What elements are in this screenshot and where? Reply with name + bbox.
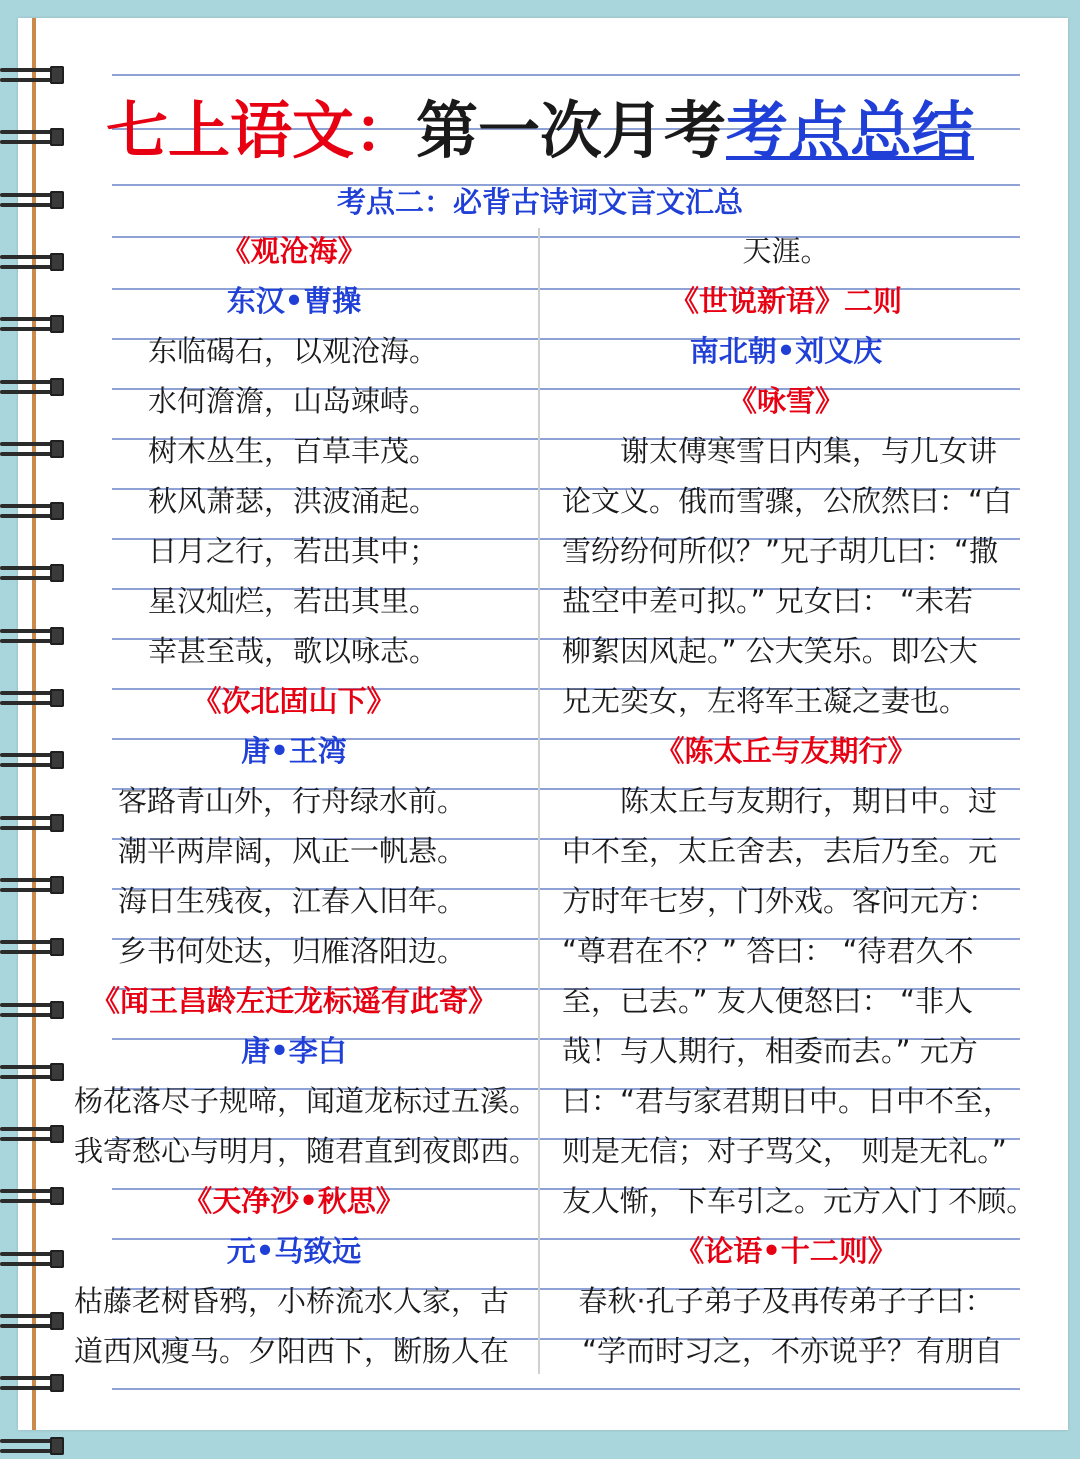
poem-author: 唐•王湾 <box>241 734 347 768</box>
poem-title: 《咏雪》 <box>727 384 844 418</box>
prose-line: “学而时习之，不亦说乎？有朋自 <box>582 1334 1004 1368</box>
prose-line: 哉！与人期行，相委而去。” 元方 <box>562 1034 978 1068</box>
poem-title: 《论语•十二则》 <box>675 1234 897 1268</box>
poem-line: 东临碣石，以观沧海。 <box>148 334 439 368</box>
spiral-ring <box>0 810 66 836</box>
poem-line: 日月之行，若出其中； <box>148 534 439 568</box>
left-column <box>70 226 539 1376</box>
spiral-ring <box>0 1246 66 1272</box>
prose-line: 论文义。俄而雪骤，公欣然曰：“白 <box>562 484 1013 518</box>
poem-author: 唐•李白 <box>241 1034 347 1068</box>
spiral-ring <box>0 934 66 960</box>
spiral-ring <box>0 1183 66 1209</box>
poem-line: 幸甚至哉，歌以咏志。 <box>148 634 439 668</box>
spiral-ring <box>0 747 66 773</box>
spiral-ring <box>0 1308 66 1334</box>
spiral-ring <box>0 1433 66 1459</box>
spiral-ring <box>0 623 66 649</box>
prose-line: 方时年七岁，门外戏。客问元方： <box>562 884 998 918</box>
section-subtitle: 考点二：必背古诗词文言文汇总 <box>336 185 743 219</box>
poem-line: 枯藤老树昏鸦，小桥流水人家，古 <box>74 1284 510 1318</box>
spiral-ring <box>0 1121 66 1147</box>
spiral-ring <box>0 436 66 462</box>
title-part-3: 考点总结 <box>726 94 975 167</box>
prose-line: 则是无信；对子骂父， 则是无礼。” <box>562 1134 1007 1168</box>
title-part-2: 第一次月考 <box>415 94 726 167</box>
prose-line: 至，已去。” 友人便怒曰： “非人 <box>562 984 973 1018</box>
spiral-ring <box>0 997 66 1023</box>
prose-line: 雪纷纷何所似？”兄子胡儿曰：“撒 <box>562 534 999 568</box>
poem-author: 元•马致远 <box>226 1234 362 1268</box>
poem-line: 潮平两岸阔，风正一帆悬。 <box>118 834 467 868</box>
spiral-ring <box>0 249 66 275</box>
prose-line: 陈太丘与友期行，期日中。过 <box>620 784 998 818</box>
poem-line: 海日生残夜，江春入旧年。 <box>118 884 467 918</box>
poem-title: 《闻王昌龄左迁龙标遥有此寄》 <box>90 984 497 1018</box>
right-column <box>562 226 1036 1376</box>
text-line: 天涯。 <box>742 234 830 268</box>
column-divider <box>538 228 540 1374</box>
poem-line: 我寄愁心与明月，随君直到夜郎西。 <box>74 1134 539 1168</box>
ruled-line <box>112 1388 1020 1390</box>
poem-line: 道西风瘦马。夕阳西下，断肠人在 <box>74 1334 510 1368</box>
poem-line: 乡书何处达，归雁洛阳边。 <box>118 934 467 968</box>
poem-title: 《世说新语》二则 <box>669 284 902 318</box>
poem-line: 水何澹澹，山岛竦峙。 <box>148 384 439 418</box>
title-part-1: 七上语文： <box>105 94 416 167</box>
poem-title: 《观沧海》 <box>221 234 367 268</box>
poem-author: 南北朝•刘义庆 <box>689 334 883 368</box>
prose-line: 柳絮因风起。” 公大笑乐。即公大 <box>562 634 978 668</box>
poem-title: 《陈太丘与友期行》 <box>655 734 917 768</box>
spiral-ring <box>0 560 66 586</box>
poem-line: 树木丛生，百草丰茂。 <box>148 434 439 468</box>
spiral-ring <box>0 62 66 88</box>
prose-line: 友人惭，下车引之。元方入门 不顾。 <box>562 1184 1036 1218</box>
prose-line: “尊君在不？” 答曰： “待君久不 <box>562 934 974 968</box>
poem-line: 秋风萧瑟，洪波涌起。 <box>148 484 439 518</box>
prose-line: 兄无奕女，左将军王凝之妻也。 <box>562 684 969 718</box>
spiral-ring <box>0 1059 66 1085</box>
prose-line: 盐空中差可拟。” 兄女曰： “未若 <box>562 584 973 618</box>
prose-line: 谢太傅寒雪日内集，与儿女讲 <box>620 434 998 468</box>
poem-title: 《次北固山下》 <box>192 684 396 718</box>
spiral-ring <box>0 498 66 524</box>
spiral-ring <box>0 685 66 711</box>
poem-author: 东汉•曹操 <box>226 284 362 318</box>
prose-line: 中不至，太丘舍去，去后乃至。元 <box>562 834 998 868</box>
text-line: 春秋·孔子弟子及再传弟子子曰： <box>578 1284 994 1318</box>
page-title <box>0 96 1080 166</box>
poem-line: 杨花落尽子规啼，闻道龙标过五溪。 <box>74 1084 539 1118</box>
spiral-ring <box>0 1370 66 1396</box>
poem-title: 《天净沙•秋思》 <box>183 1184 405 1218</box>
spiral-ring <box>0 374 66 400</box>
prose-line: 曰：“君与家君期日中。日中不至， <box>562 1084 1013 1118</box>
poem-line: 客路青山外，行舟绿水前。 <box>118 784 467 818</box>
spiral-ring <box>0 311 66 337</box>
poem-line: 星汉灿烂，若出其里。 <box>148 584 439 618</box>
spiral-ring <box>0 872 66 898</box>
ruled-line <box>112 74 1020 76</box>
